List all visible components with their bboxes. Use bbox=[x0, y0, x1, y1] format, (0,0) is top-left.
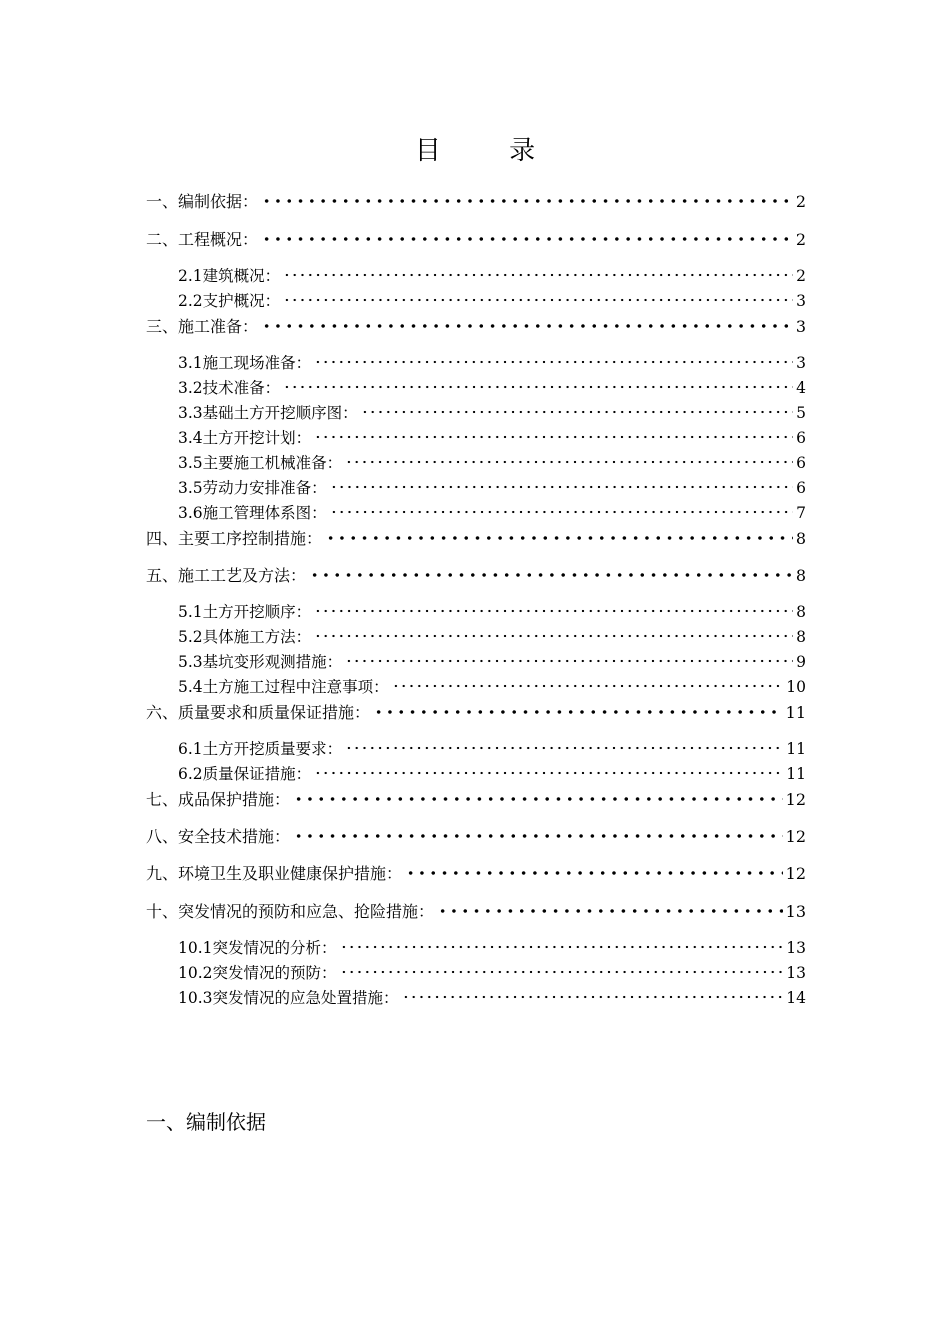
toc-subentry[interactable] bbox=[146, 451, 806, 473]
toc-leader-dots bbox=[345, 740, 783, 756]
toc-title: 目 录 bbox=[414, 136, 566, 166]
toc-page-number: 8 bbox=[795, 566, 806, 585]
toc-page-number: 6 bbox=[796, 429, 806, 447]
toc-page-number: 2 bbox=[795, 192, 806, 211]
toc-entry-label: 六、质量要求和质量保证措施： bbox=[146, 703, 371, 722]
toc-page-number: 7 bbox=[796, 504, 806, 522]
toc-page-number: 13 bbox=[785, 902, 806, 921]
toc-entry-label: 五、施工工艺及方法： bbox=[146, 566, 307, 585]
toc-entry[interactable] bbox=[146, 824, 806, 847]
toc-page-number: 11 bbox=[785, 703, 806, 722]
toc-entry-label: 3.5主要施工机械准备： bbox=[178, 454, 343, 472]
toc-leader-dots bbox=[345, 653, 793, 669]
toc-entry-label: 6.2质量保证措施： bbox=[178, 765, 312, 783]
toc-page-number: 3 bbox=[796, 354, 806, 372]
toc-entry[interactable] bbox=[146, 563, 806, 586]
toc-leader-dots bbox=[309, 567, 793, 583]
toc-leader-dots bbox=[283, 292, 793, 308]
toc-page-number: 8 bbox=[796, 628, 806, 646]
toc-leader-dots bbox=[325, 530, 793, 546]
toc-subentry[interactable] bbox=[146, 650, 806, 672]
toc-leader-dots bbox=[314, 603, 793, 619]
toc-entry-label: 一、编制依据： bbox=[146, 192, 259, 211]
toc-entry-label: 3.2技术准备： bbox=[178, 379, 281, 397]
toc-entry-label: 5.2具体施工方法： bbox=[178, 628, 312, 646]
toc-entry[interactable] bbox=[146, 861, 806, 884]
toc-leader-dots bbox=[314, 765, 783, 781]
toc-leader-dots bbox=[261, 318, 793, 334]
toc-page-number: 6 bbox=[796, 479, 806, 497]
toc-leader-dots bbox=[330, 504, 793, 520]
toc-entry-label: 10.1突发情况的分析： bbox=[178, 939, 337, 957]
toc-subentry[interactable] bbox=[146, 501, 806, 523]
toc-entry[interactable] bbox=[146, 700, 806, 723]
toc-entry-label: 5.4土方施工过程中注意事项： bbox=[178, 678, 389, 696]
toc-entry-label: 九、环境卫生及职业健康保护措施： bbox=[146, 864, 403, 883]
toc-subentry[interactable] bbox=[146, 961, 806, 983]
toc-entry-label: 3.5劳动力安排准备： bbox=[178, 479, 327, 497]
toc-page-number: 3 bbox=[796, 292, 806, 310]
toc-leader-dots bbox=[437, 903, 783, 919]
toc-subentry[interactable] bbox=[146, 986, 806, 1008]
toc-leader-dots bbox=[283, 379, 793, 395]
toc-page-number: 11 bbox=[786, 765, 806, 783]
toc-entry-label: 四、主要工序控制措施： bbox=[146, 529, 323, 548]
toc-page-number: 4 bbox=[796, 379, 806, 397]
toc-entry-label: 2.1建筑概况： bbox=[178, 267, 281, 285]
toc-page-number: 13 bbox=[786, 939, 806, 957]
toc-leader-dots bbox=[392, 678, 784, 694]
toc-entry-label: 5.1土方开挖顺序： bbox=[178, 603, 312, 621]
toc-entry[interactable] bbox=[146, 526, 806, 549]
toc-page-number: 9 bbox=[796, 653, 806, 671]
toc-subentry[interactable] bbox=[146, 762, 806, 784]
toc-entry-label: 5.3基坑变形观测措施： bbox=[178, 653, 343, 671]
toc-entry[interactable] bbox=[146, 314, 806, 337]
section-heading: 一、编制依据 bbox=[146, 1110, 266, 1134]
toc-page-number: 14 bbox=[786, 989, 806, 1007]
toc-leader-dots bbox=[340, 964, 784, 980]
toc-page-number: 12 bbox=[785, 827, 806, 846]
toc-leader-dots bbox=[402, 989, 784, 1005]
toc-entry[interactable] bbox=[146, 899, 806, 922]
toc-page-number: 12 bbox=[785, 790, 806, 809]
toc-subentry[interactable] bbox=[146, 426, 806, 448]
toc-entry-label: 二、工程概况： bbox=[146, 230, 259, 249]
toc-entry[interactable] bbox=[146, 189, 806, 212]
toc-leader-dots bbox=[314, 354, 793, 370]
toc-subentry[interactable] bbox=[146, 675, 806, 697]
toc-page-number: 2 bbox=[795, 230, 806, 249]
toc-subentry[interactable] bbox=[146, 351, 806, 373]
toc-leader-dots bbox=[261, 193, 793, 209]
toc-subentry[interactable] bbox=[146, 737, 806, 759]
toc-subentry[interactable] bbox=[146, 289, 806, 311]
toc-subentry[interactable] bbox=[146, 600, 806, 622]
toc-entry-label: 三、施工准备： bbox=[146, 317, 259, 336]
toc-entry-label: 2.2支护概况： bbox=[178, 292, 281, 310]
toc-subentry[interactable] bbox=[146, 376, 806, 398]
toc-entry-label: 3.3基础土方开挖顺序图： bbox=[178, 404, 358, 422]
toc-page-number: 5 bbox=[796, 404, 806, 422]
toc-subentry[interactable] bbox=[146, 625, 806, 647]
toc-entry-label: 6.1土方开挖质量要求： bbox=[178, 740, 343, 758]
toc-leader-dots bbox=[314, 429, 793, 445]
toc-leader-dots bbox=[293, 791, 783, 807]
toc-entry-label: 3.6施工管理体系图： bbox=[178, 504, 327, 522]
toc-entry-label: 3.4土方开挖计划： bbox=[178, 429, 312, 447]
toc-leader-dots bbox=[314, 628, 793, 644]
toc-page-number: 3 bbox=[795, 317, 806, 336]
toc-subentry[interactable] bbox=[146, 264, 806, 286]
toc-page-number: 2 bbox=[796, 267, 806, 285]
toc-entry-label: 十、突发情况的预防和应急、抢险措施： bbox=[146, 902, 435, 921]
toc-entry-label: 八、安全技术措施： bbox=[146, 827, 291, 846]
toc-subentry[interactable] bbox=[146, 936, 806, 958]
toc-page-number: 6 bbox=[796, 454, 806, 472]
toc-entry-label: 七、成品保护措施： bbox=[146, 790, 291, 809]
toc-page-number: 10 bbox=[786, 678, 806, 696]
toc-subentry[interactable] bbox=[146, 401, 806, 423]
toc-leader-dots bbox=[340, 939, 784, 955]
toc-page-number: 12 bbox=[785, 864, 806, 883]
toc-subentry[interactable] bbox=[146, 476, 806, 498]
toc-leader-dots bbox=[345, 454, 793, 470]
toc-entry-label: 10.2突发情况的预防： bbox=[178, 964, 337, 982]
toc-leader-dots bbox=[373, 704, 783, 720]
toc-entry-label: 3.1施工现场准备： bbox=[178, 354, 312, 372]
toc-leader-dots bbox=[283, 267, 793, 283]
toc-leader-dots bbox=[405, 865, 783, 881]
toc-page-number: 11 bbox=[786, 740, 806, 758]
toc-leader-dots bbox=[293, 828, 783, 844]
toc-leader-dots bbox=[261, 231, 793, 247]
toc-page-number: 13 bbox=[786, 964, 806, 982]
toc-page-number: 8 bbox=[795, 529, 806, 548]
toc-page-number: 8 bbox=[796, 603, 806, 621]
toc-entry[interactable] bbox=[146, 787, 806, 810]
toc-entry[interactable] bbox=[146, 227, 806, 250]
toc-leader-dots bbox=[361, 404, 793, 420]
toc-entry-label: 10.3突发情况的应急处置措施： bbox=[178, 989, 399, 1007]
toc-leader-dots bbox=[330, 479, 793, 495]
